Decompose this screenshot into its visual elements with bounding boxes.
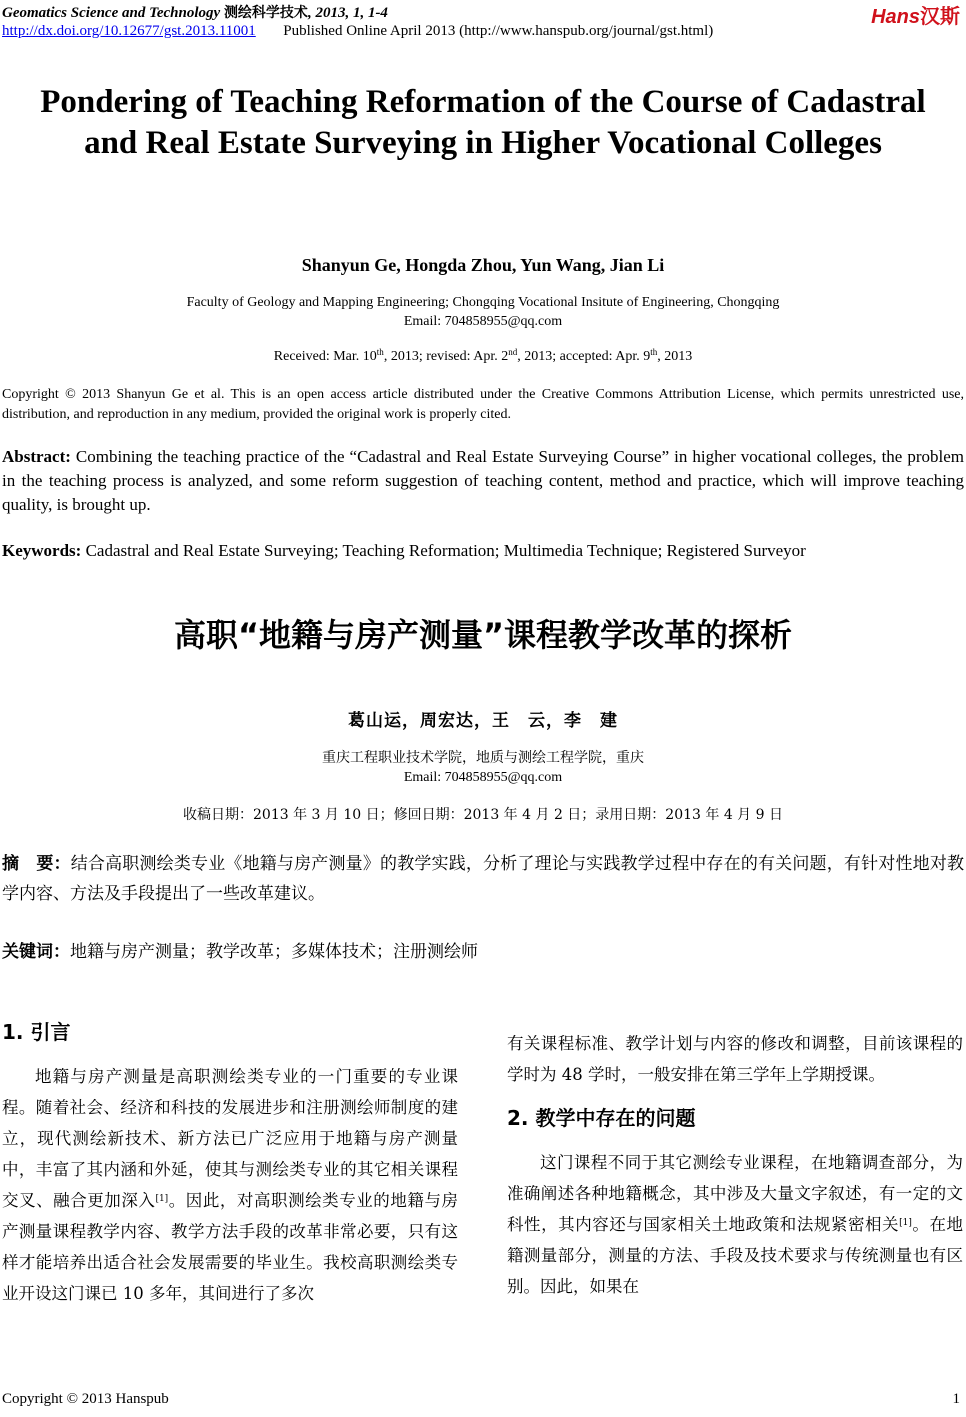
journal-header bbox=[2, 2, 388, 22]
license-note: Copyright © 2013 Shanyun Ge et al. This is an open access article distributed under the Creative Commons Attribution License, which permits unrestricted use, distribution, and reproduction in any medium, provided the original work is properly cited. bbox=[2, 387, 964, 422]
affiliation-text-cn: 重庆工程职业技术学院，地质与测绘工程学院，重庆 bbox=[322, 750, 644, 766]
received-date: Received: Mar. 10 bbox=[273, 349, 377, 364]
section-heading-1: 1. 引言 bbox=[2, 1020, 71, 1044]
keywords-label-en: Keywords: bbox=[2, 541, 82, 560]
section2-paragraph bbox=[507, 1147, 963, 1302]
accepted-sup: th bbox=[650, 347, 658, 357]
section2-text-b: 。在地籍测量部分，测量的方法、手段及技术要求与传统测量也有区别。因此，如果在 bbox=[507, 1215, 964, 1296]
journal-issue: , 2013, 1, 1-4 bbox=[307, 5, 388, 21]
paper-title-en: Pondering of Teaching Reformation of the Course of Cadastral and Real Estate Surveying in Higher Vocational Colleges bbox=[40, 84, 926, 161]
keywords-label-cn: 关键词： bbox=[2, 942, 70, 962]
received-sup: th bbox=[376, 347, 384, 357]
body-column-left bbox=[2, 1012, 458, 1309]
abstract-text-en: Combining the teaching practice of the “Cadastral and Real Estate Surveying Course” in higher vocational colleges, the problem in the teaching process is analyzed, and some reform suggestion of teaching content, method and practice, which will improve teaching quality, is brought up. bbox=[2, 447, 964, 514]
dates-cn: 收稿日期：2013 年 3 月 10 日；修回日期：2013 年 4 月 2 日；录用日期：2013 年 4 月 9 日 bbox=[183, 807, 783, 823]
abstract-en bbox=[2, 445, 964, 517]
section1-text-a: 地籍与房产测量是高职测绘类专业的一门重要的专业课程。随着社会、经济和科技的发展进步和注册测绘师制度的建立，现代测绘新技术、新方法已广泛应用于地籍与房产测量中，丰富了其内涵和外延，使其与测绘类专业的其它相关课程交叉、融合更加深入 bbox=[2, 1067, 458, 1210]
publication-info bbox=[2, 23, 713, 40]
dates-end: , 2013 bbox=[657, 349, 693, 364]
affiliation-cn bbox=[0, 748, 966, 788]
doi-link[interactable]: http://dx.doi.org/10.12677/gst.2013.11001 bbox=[2, 23, 256, 39]
keywords-text-en: Cadastral and Real Estate Surveying; Teaching Reformation; Multimedia Technique; Registered Surveyor bbox=[81, 541, 806, 560]
hans-logo bbox=[871, 0, 960, 29]
abstract-label-cn: 摘 要： bbox=[2, 854, 71, 874]
citation-ref: [1] bbox=[899, 1218, 912, 1228]
abstract-label-en: Abstract: bbox=[2, 447, 71, 466]
journal-name-en: Geomatics Science and Technology bbox=[2, 5, 221, 21]
authors-cn: 葛山运，周宏达，王 云，李 建 bbox=[348, 711, 618, 731]
keywords-en bbox=[2, 540, 964, 562]
published-online: Published Online April 2013 (http://www.hanspub.org/journal/gst.html) bbox=[283, 23, 714, 39]
email-cn: Email: 704858955@qq.com bbox=[403, 770, 563, 785]
section2-text-a: 这门课程不同于其它测绘专业课程，在地籍调查部分，为准确阐述各种地籍概念，其中涉及大量文字叙述，有一定的文科性，其内容还与国家相关土地政策和法规紧密相关 bbox=[507, 1153, 963, 1234]
keywords-text-cn: 地籍与房产测量；教学改革；多媒体技术；注册测绘师 bbox=[70, 942, 478, 962]
section1-text-b: 。因此，对高职测绘类专业的地籍与房产测量课程教学内容、教学方法手段的改革非常必要，只有这样才能培养出适合社会发展需要的毕业生。我校高职测绘类专业开设这门课已 10 多年，其间进行了多次 bbox=[2, 1191, 459, 1303]
paper-title-cn: 高职“地籍与房产测量”课程教学改革的探析 bbox=[173, 616, 793, 654]
revised-date: , 2013; revised: Apr. 2 bbox=[383, 349, 509, 364]
accepted-date: , 2013; accepted: Apr. 9 bbox=[517, 349, 651, 364]
logo-latin: Hans bbox=[871, 6, 920, 28]
abstract-text-cn: 结合高职测绘类专业《地籍与房产测量》的教学实践，分析了理论与实践教学过程中存在的有关问题，有针对性地对教学内容、方法及手段提出了一些改革建议。 bbox=[2, 854, 965, 904]
authors-en: Shanyun Ge, Hongda Zhou, Yun Wang, Jian Li bbox=[301, 255, 665, 275]
affiliation-en bbox=[0, 293, 966, 331]
affiliation-text: Faculty of Geology and Mapping Engineering; Chongqing Vocational Insitute of Engineering, Chongqing bbox=[186, 295, 780, 310]
revised-sup: nd bbox=[508, 347, 518, 357]
section1-paragraph bbox=[2, 1061, 458, 1309]
section-heading-2: 2. 教学中存在的问题 bbox=[507, 1106, 696, 1130]
page-number: 1 bbox=[952, 1391, 960, 1407]
dates-en bbox=[0, 349, 966, 365]
body-column-right bbox=[507, 1028, 963, 1302]
footer-copyright: Copyright © 2013 Hanspub bbox=[2, 1391, 169, 1407]
journal-name-cn: 测绘科学技术 bbox=[223, 5, 308, 21]
email-en: Email: 704858955@qq.com bbox=[403, 314, 563, 329]
keywords-cn bbox=[2, 937, 964, 967]
citation-ref: [1] bbox=[155, 1194, 169, 1204]
logo-cn: 汉斯 bbox=[920, 4, 960, 28]
abstract-cn bbox=[2, 849, 964, 909]
section1-paragraph-continued: 有关课程标准、教学计划与内容的修改和调整，目前该课程的学时为 48 学时，一般安排在第三学年上学期授课。 bbox=[507, 1034, 963, 1084]
